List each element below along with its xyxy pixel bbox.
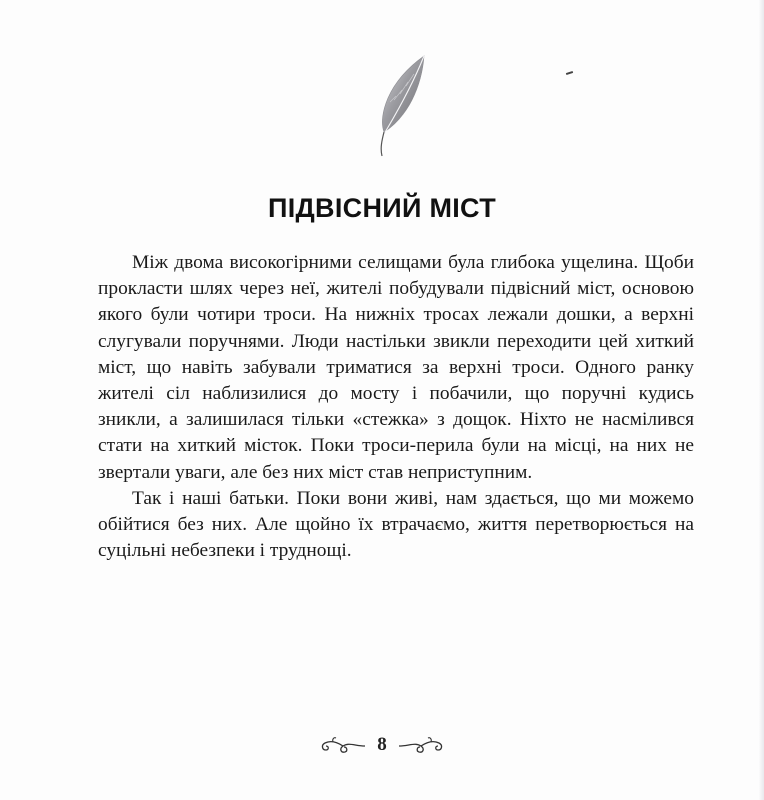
paragraph: Між двома високогірними селищами була глибока ущелина. Щоби прокласти шлях через неї, жителі побудували підвісний міст, основою якого були чотири троси. На нижніх тросах лежали дошки, а верхні слугували поручнями. Люди настільки звикли переходити цей хиткий міст, що навіть забували триматися за верхні троси. Одного ранку жителі сіл наблизилися до мосту і побачили, що поручні кудись зникли, а залишилася тільки «стежка» з дощок. Ніхто не насмілився стати на хиткий місток. Поки троси-перила були на місці, на них не звертали уваги, але без них міст став неприступним. [98, 252, 694, 483]
decorative-speck [566, 71, 573, 75]
page-edge-shadow [758, 0, 764, 800]
page-title: ПІДВІСНИЙ МІСТ [268, 193, 496, 223]
page-number: 8 [377, 734, 387, 755]
flourish-left-icon [319, 734, 367, 756]
paragraph: Так і наші батьки. Поки вони живі, нам здається, що ми можемо обійтися без них. Але щойно їх втрачаємо, життя перетворюється на суцільні небезпеки і труднощі. [98, 487, 694, 562]
feather-icon [372, 52, 432, 162]
page-footer [0, 734, 764, 756]
flourish-right-icon [397, 734, 445, 756]
story-text [98, 250, 694, 564]
